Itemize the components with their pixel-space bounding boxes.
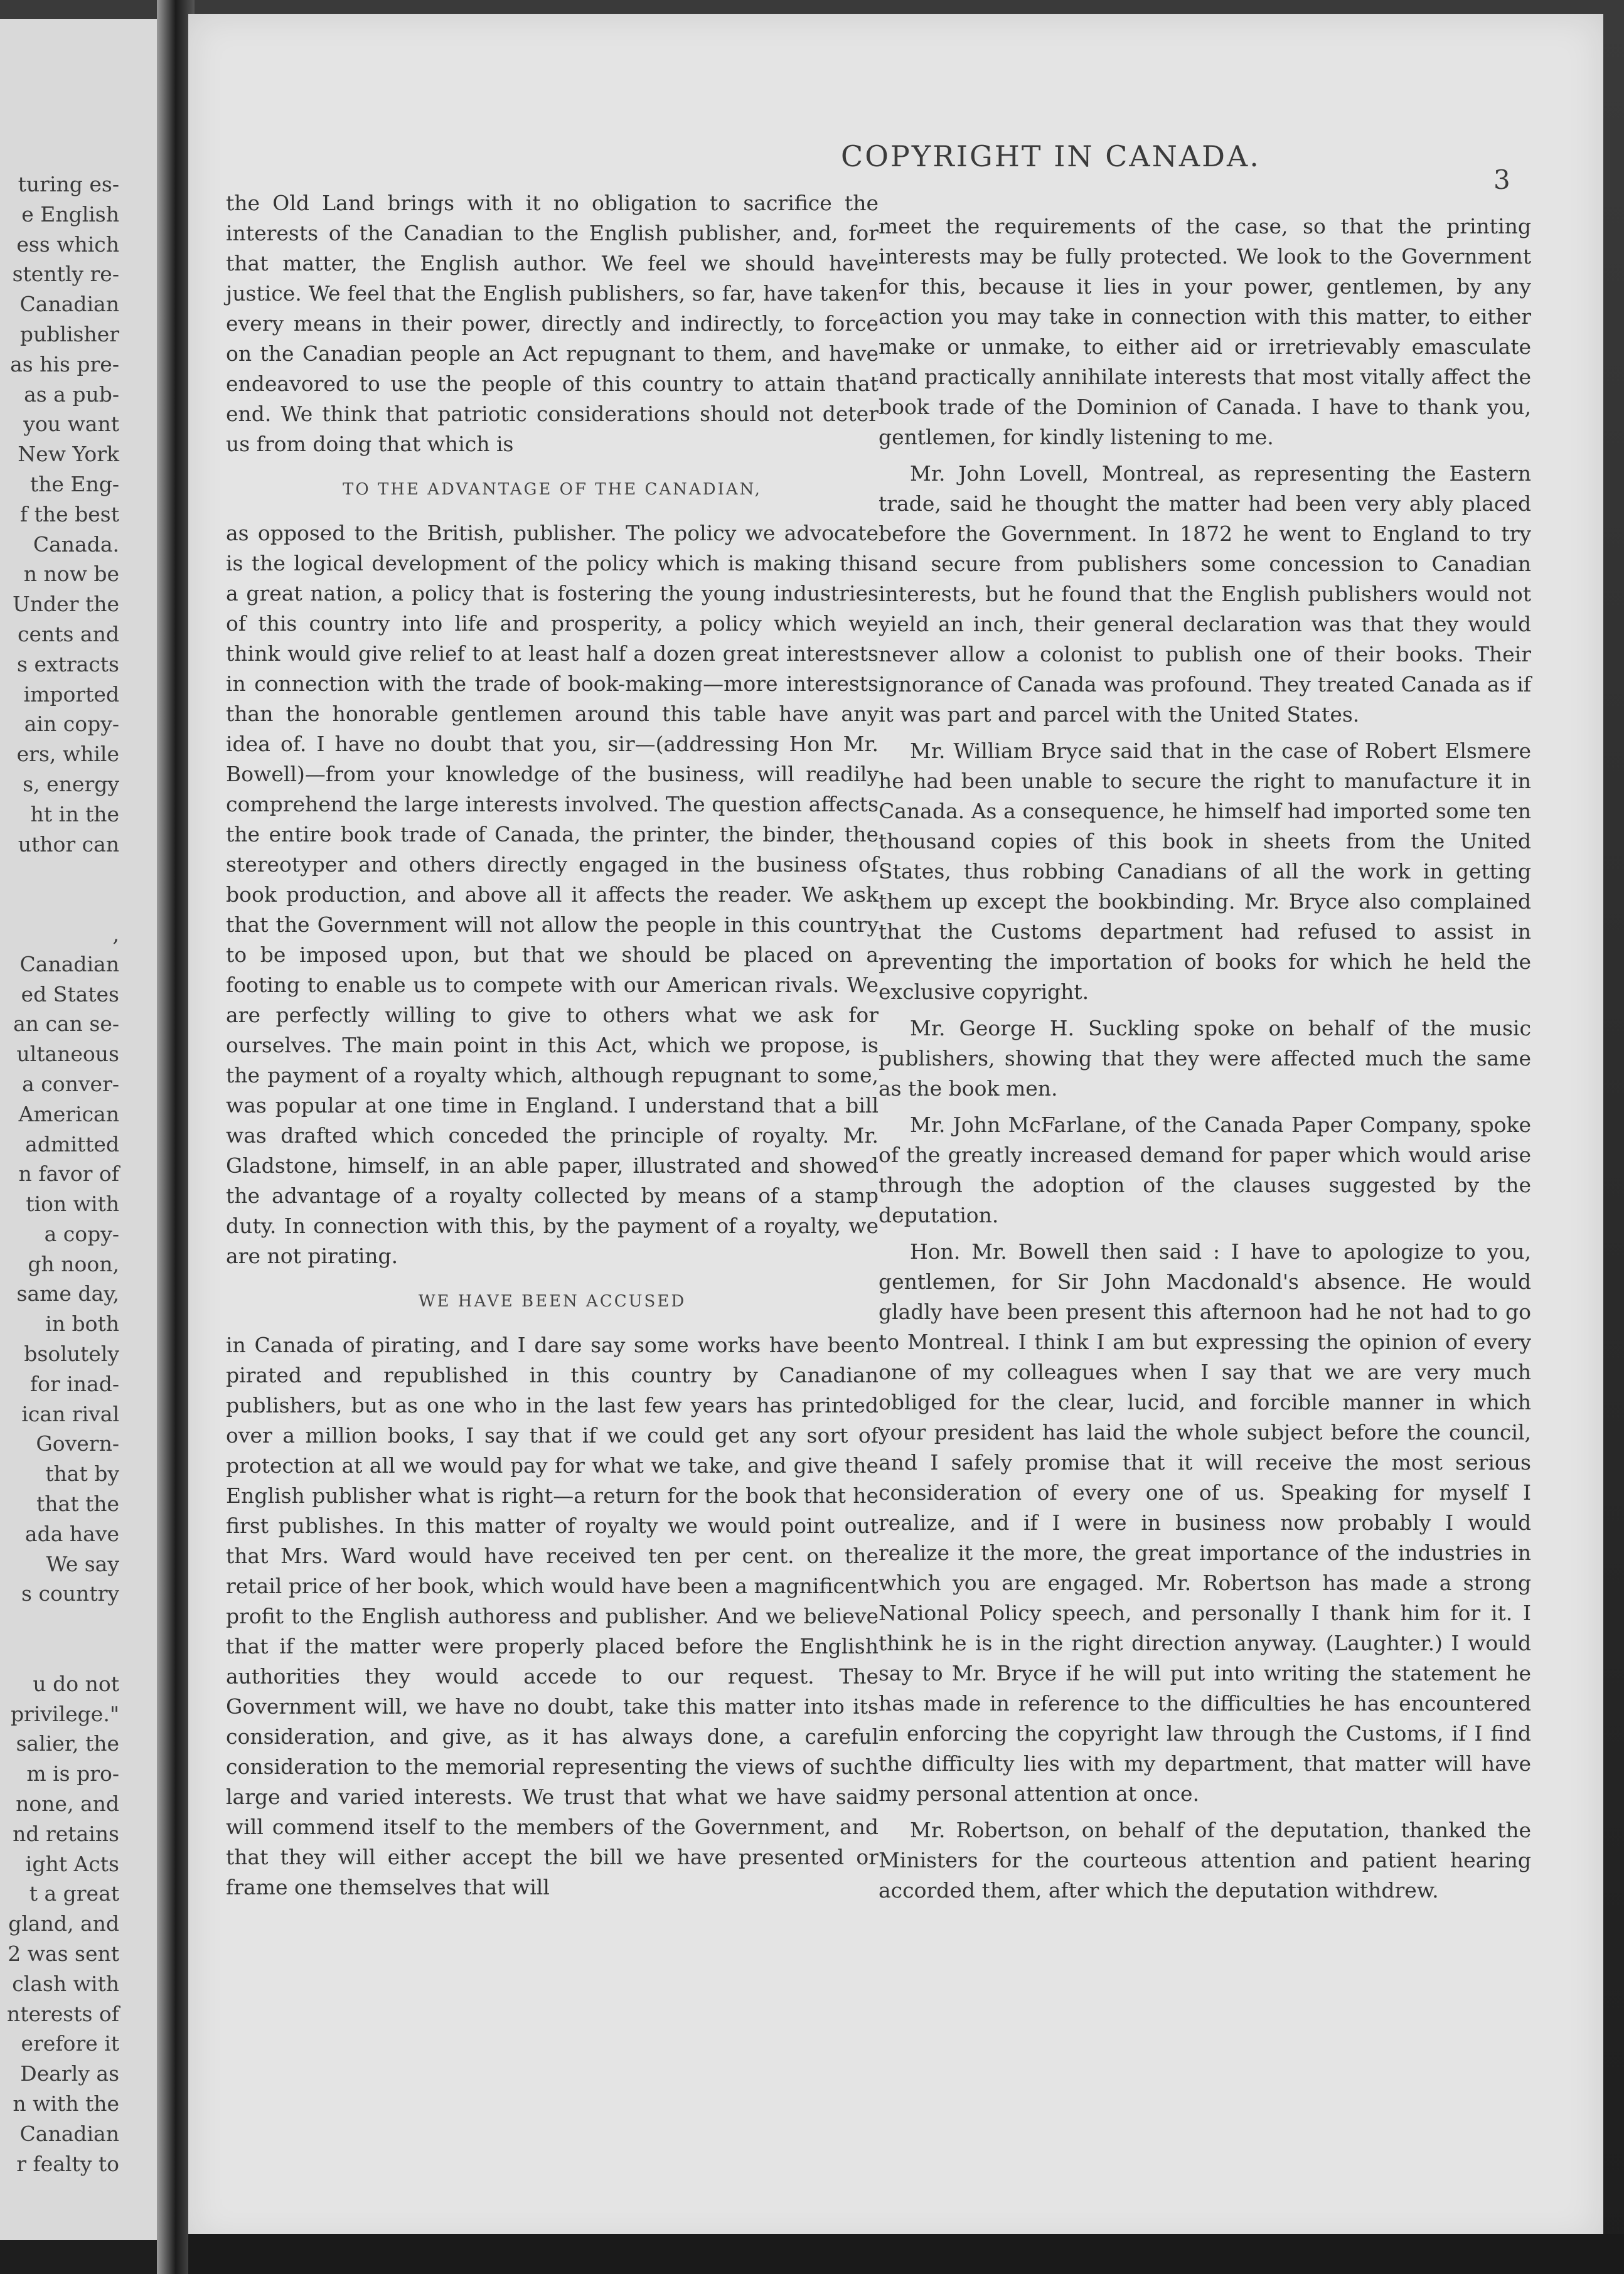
- previous-page-line: ,: [112, 921, 119, 946]
- previous-page-line: [0, 859, 119, 889]
- previous-page-line: [0, 889, 119, 919]
- previous-page-line: as a pub-: [24, 382, 119, 407]
- previous-page-line: tion with: [26, 1192, 119, 1217]
- previous-page-line: e English: [21, 201, 119, 227]
- previous-page-line: Canadian: [19, 2121, 119, 2146]
- previous-page-line: that by: [45, 1461, 119, 1487]
- previous-page-line: ight Acts: [25, 1851, 119, 1876]
- previous-page-line: in both: [45, 1311, 119, 1337]
- previous-page-line: f the best: [19, 501, 119, 526]
- previous-page-line: Govern-: [36, 1431, 119, 1456]
- paragraph: Mr. William Bryce said that in the case of Robert Elsmere he had been unable to secure the right to manufacture it in Canada. As a consequence, he himself had imported some ten thousand copies of this book in sheets from the United States, thus robbing Canadians of all the work in getting them up except the bookbinding. Mr. Bryce also complained that the Customs department had refused to assist in preventing the importation of books for which he held the exclusive copyright.: [879, 739, 1531, 1004]
- paragraph: as opposed to the British, publisher. The policy we advocate is the logical development of the policy which is making this a great nation, a policy that is fostering the young industries of this country into life and prosperity, a policy which we think would give relief to at least half a dozen great interests in connection with the trade of book-making—more interests than the honorable gentlemen around this table have any idea of. I have no doubt that you, sir—(addressing Hon Mr. Bowell)—from your knowledge of the business, will readily comprehend the large interests involved. The question affects the entire book trade of Canada, the printer, the binder, the stereotyper and others directly engaged in the business of book production, and above all it affects the reader. We ask that the Government will not allow the people in this country to be imposed upon, but that we should be placed on a footing to enable us to compete with our American rivals. We are perfectly willing to give to others what we ask for ourselves. The main point in this Act, which we propose, is the payment of a royalty which, although repugnant to some, was popular at one time in England. I understand that a bill was drafted which conceded the principle of royalty. Mr. Gladstone, himself, in an able paper, illustrated and showed the advantage of a royalty collected by means of a stamp duty. In connection with this, by the payment of a royalty, we are not pirating.: [226, 521, 879, 1268]
- previous-page-line: n with the: [13, 2091, 119, 2116]
- previous-page-line: Under the: [12, 592, 119, 617]
- previous-page-strip: [0, 19, 157, 2240]
- previous-page-line: admitted: [25, 1131, 119, 1156]
- previous-page-line: the Eng-: [29, 471, 119, 496]
- previous-page-line: ht in the: [30, 801, 119, 826]
- previous-page-line: Canada.: [33, 531, 119, 557]
- previous-page-line: an can se-: [13, 1012, 119, 1037]
- previous-page-line: stently re-: [12, 262, 119, 287]
- previous-page-line: for inad-: [29, 1371, 119, 1396]
- previous-page-line: none, and: [16, 1791, 119, 1817]
- previous-page-line: r fealty to: [16, 2151, 119, 2176]
- previous-page-line: ada have: [24, 1521, 119, 1546]
- section-subhead: TO THE ADVANTAGE OF THE CANADIAN,: [343, 480, 762, 499]
- left-column: [226, 188, 879, 1909]
- previous-page-line: ain copy-: [24, 712, 119, 737]
- previous-page-line: American: [18, 1101, 119, 1126]
- previous-page-line: s, energy: [23, 771, 119, 796]
- previous-page-line: Canadian: [19, 292, 119, 317]
- page: [188, 14, 1603, 2245]
- previous-page-line: that the: [36, 1492, 119, 1517]
- section-subhead: WE HAVE BEEN ACCUSED: [418, 1292, 686, 1311]
- page-title: COPYRIGHT IN CANADA.: [841, 139, 1261, 173]
- previous-page-line: ed States: [21, 981, 119, 1006]
- previous-page-line: [0, 1609, 119, 1639]
- previous-page-line: s extracts: [17, 651, 119, 676]
- page-number: 3: [1493, 164, 1510, 195]
- previous-page-line: a conver-: [22, 1071, 119, 1096]
- scan-bottom-edge: [188, 2234, 1624, 2274]
- previous-page-line: ultaneous: [16, 1042, 119, 1067]
- previous-page-line: publisher: [19, 321, 119, 346]
- previous-page-line: salier, the: [16, 1731, 119, 1756]
- previous-page-line: [0, 1639, 119, 1669]
- previous-page-line: New York: [18, 442, 119, 467]
- previous-page-line: bsolutely: [24, 1342, 119, 1367]
- previous-page-line: 2 was sent: [8, 1941, 119, 1967]
- previous-page-line: Dearly as: [20, 2061, 119, 2086]
- previous-page-line: turing es-: [18, 172, 119, 196]
- previous-page-line: ers, while: [16, 742, 119, 767]
- paragraph: in Canada of pirating, and I dare say some works have been pirated and republished in this country by Canadian publishers, but as one who in the last few years has printed over a million books, I say that if we could get any sort of protection at all we would pay for what we take, and give the English publisher what is right—a return for the book that he first publishes. In this matter of royalty we would point out that Mrs. Ward would have received ten per cent. on the retail price of her book, which would have been a magnificent profit to the English authoress and publisher. And we believe that if the matter were properly placed before the English authorities they would accede to our request. The Government will, we have no doubt, take this matter into its consideration, and give, as it has always done, a careful consideration to the memorial representing the views of such large and varied interests. We trust that what we have said will commend itself to the members of the Government, and that they will either accept the bill we have presented or frame one themselves that will: [226, 1333, 879, 1899]
- right-column: [879, 211, 1531, 1912]
- previous-page-line: ican rival: [21, 1401, 119, 1426]
- previous-page-line: s country: [21, 1581, 119, 1606]
- previous-page-line: imported: [23, 681, 119, 707]
- previous-page-text: [0, 169, 157, 2179]
- paragraph: Mr. George H. Suckling spoke on behalf of the music publishers, showing that they were affected much the same as the book men.: [879, 1016, 1531, 1101]
- previous-page-line: same day,: [16, 1281, 119, 1306]
- previous-page-line: m is pro-: [26, 1761, 119, 1786]
- previous-page-line: n favor of: [18, 1161, 119, 1187]
- paragraph: Mr. John Lovell, Montreal, as representing the Eastern trade, said he thought the matter had been very ably placed before the Government. In 1872 he went to England to try and secure from publishers some concession to Canadian interests, but he found that the English publishers would not yield an inch, their general declaration was that they would never allow a colonist to publish one of their books. Their ignorance of Canada was profound. They treated Canada as if it was part and parcel with the United States.: [879, 461, 1531, 727]
- previous-page-line: privilege.": [10, 1701, 119, 1726]
- previous-page-line: clash with: [12, 1971, 119, 1996]
- previous-page-line: t a great: [29, 1881, 119, 1906]
- previous-page-line: you want: [23, 412, 119, 437]
- previous-page-line: ess which: [16, 232, 119, 257]
- previous-page-line: erefore it: [21, 2031, 119, 2056]
- previous-page-line: nterests of: [6, 2001, 119, 2026]
- previous-page-line: uthor can: [18, 831, 119, 857]
- paragraph: Mr. Robertson, on behalf of the deputation, thanked the Ministers for the courteous attention and patient hearing accorded them, after which the deputation withdrew.: [879, 1818, 1531, 1903]
- previous-page-line: a copy-: [44, 1221, 119, 1246]
- paragraph: meet the requirements of the case, so that the printing interests may be fully protected. We look to the Government for this, because it lies in your power, gentlemen, by any action you may take in connection with this matter, to either make or unmake, to either aid or irretrievably emasculate and practically annihilate interests that most vitally affect the book trade of the Dominion of Canada. I have to thank you, gentlemen, for kindly listening to me.: [879, 214, 1531, 449]
- paragraph: Hon. Mr. Bowell then said : I have to apologize to you, gentlemen, for Sir John Macdonald's absence. He would gladly have been present this afternoon had he not had to go to Montreal. I think I am but expressing the opinion of every one of my colleagues when I say that we are very much obliged for the clear, lucid, and forcible manner in which your president has laid the whole subject before the council, and I safely promise that it will receive the most serious consideration of every one of us. Speaking for myself I realize, and if I were in business now probably I would realize it the more, the great importance of the industries in which you are engaged. Mr. Robertson has made a strong National Policy speech, and personally I thank him for it. I think he is in the right direction anyway. (Laughter.) I would say to Mr. Bryce if he will put into writing the statement he has made in reference to the difficulties he has encountered in enforcing the copyright law through the Customs, if I find the difficulty lies with my department, that matter will have my personal attention at once.: [879, 1239, 1531, 1806]
- previous-page-line: We say: [46, 1551, 119, 1576]
- paragraph: Mr. John McFarlane, of the Canada Paper Company, spoke of the greatly increased demand for paper which would arise through the adoption of the clauses suggested by the deputation.: [879, 1113, 1531, 1227]
- previous-page-line: gland, and: [8, 1911, 119, 1936]
- previous-page-line: gh noon,: [28, 1251, 119, 1276]
- previous-page-line: cents and: [17, 621, 119, 646]
- previous-page-line: u do not: [33, 1671, 119, 1696]
- previous-page-line: nd retains: [13, 1821, 119, 1846]
- previous-page-line: as his pre-: [10, 351, 119, 376]
- paragraph: the Old Land brings with it no obligation to sacrifice the interests of the Canadian to the English publisher, and, for that matter, the English author. We feel we should have justice. We feel that the English publishers, so far, have taken every means in their power, directly and indirectly, to force on the Canadian people an Act repugnant to them, and have endeavored to use the people of this country to attain that end. We think that patriotic considerations should not deter us from doing that which is: [226, 191, 879, 456]
- previous-page-line: n now be: [23, 562, 119, 587]
- previous-page-line: Canadian: [19, 951, 119, 976]
